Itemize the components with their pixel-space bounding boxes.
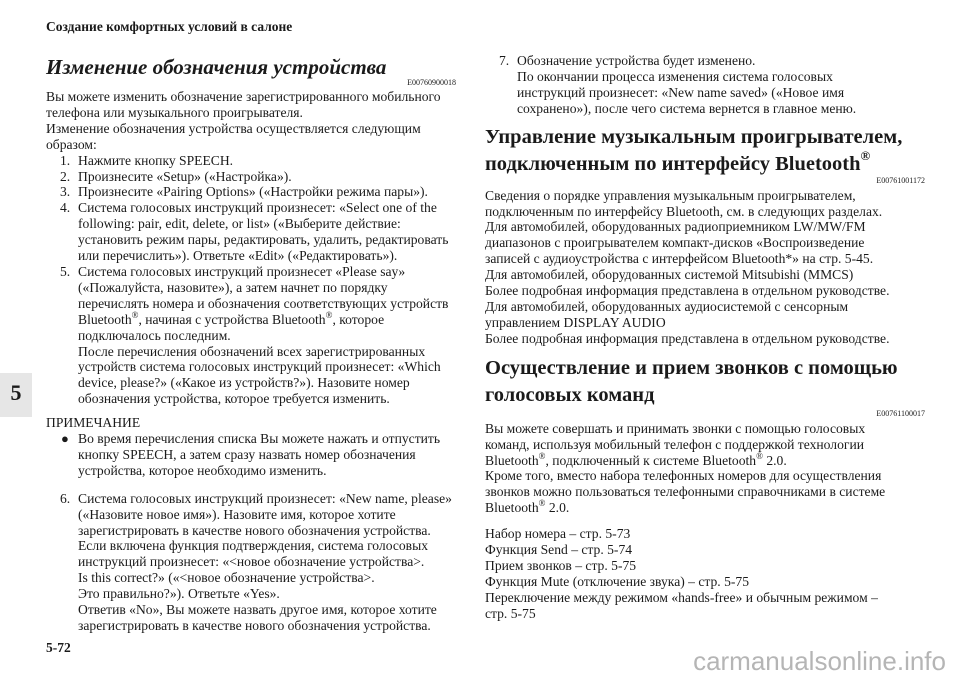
- text-line: записей с аудиоустройства с интерфейсом Bluetooth*» на стр. 5-45.: [485, 251, 874, 267]
- section-code: E00760900018: [407, 78, 456, 87]
- text-line: устройства, которое необходимо изменить.: [78, 462, 327, 478]
- text-line: подключенным по интерфейсу Bluetooth®: [485, 147, 871, 175]
- steps-list-continued: [46, 491, 466, 634]
- text-line: Сведения о порядке управления музыкальным проигрывателем,: [485, 187, 856, 203]
- section-code: E00761100017: [876, 408, 925, 418]
- section-title-music-player: [485, 124, 925, 178]
- text-line: телефона или музыкального проигрывателя.: [46, 104, 303, 120]
- text-line: подключенным по интерфейсу Bluetooth, см. в следующих разделах.: [485, 203, 883, 219]
- left-column: [46, 89, 466, 634]
- text-line: Функция Send – стр. 5-74: [485, 542, 633, 558]
- note-bullet: [46, 431, 466, 479]
- text-line: («Пожалуйста, назовите»), а затем начнет по порядку: [78, 279, 388, 295]
- text-line: Произнесите «Setup» («Настройка»).: [78, 168, 292, 184]
- text-line: Управление музыкальным проигрывателем,: [485, 125, 903, 148]
- registered-mark: ®: [538, 498, 546, 509]
- text-line: диапазонов с проигрывателем компакт-дисков «Воспроизведение: [485, 235, 865, 251]
- text-line: или перечислить»). Ответьте «Edit» («Редактировать»).: [78, 248, 398, 264]
- text-line: device, please?» («Какое из устройств?»). Назовите номер: [78, 375, 410, 391]
- list-item: [46, 200, 466, 264]
- text-line: Для автомобилей, оборудованных системой Mitsubishi (MMCS): [485, 267, 854, 283]
- text-line: стр. 5-75: [485, 605, 536, 621]
- text-line: перечислять номера и обозначения соответствующих устройств: [78, 295, 449, 311]
- registered-mark: ®: [325, 309, 333, 320]
- text-line: управлением DISPLAY AUDIO: [485, 314, 666, 330]
- text-line: сохранено»), после чего система вернется в главное меню.: [517, 100, 857, 116]
- music-player-paragraph: [485, 188, 925, 347]
- text-line: установить режим пары, редактировать, удалить, редактировать: [78, 232, 449, 248]
- text-line: зарегистрировать в качестве нового обозначения устройства.: [78, 618, 431, 633]
- text-line: Более подробная информация представлена в отдельном руководстве.: [485, 283, 890, 299]
- right-column: [485, 53, 925, 622]
- registered-mark: ®: [756, 450, 763, 461]
- text-line: Система голосовых инструкций произнесет: «Select one of the: [78, 200, 437, 216]
- text-line: Нажмите кнопку SPEECH.: [78, 152, 234, 168]
- text-line: инструкций произнесет: «<новое обозначение устройства>.: [78, 554, 425, 570]
- text-line: Система голосовых инструкций произнесет «Please say»: [78, 263, 406, 279]
- text-line: образом:: [46, 136, 97, 152]
- text-line: Ответив «No», Вы можете назвать другое имя, которое хотите: [78, 602, 437, 618]
- cross-reference-list: [485, 526, 925, 621]
- watermark-logo: carmanualsonline.info: [693, 646, 946, 676]
- text-line: зарегистрировать в качестве нового обозначения устройства.: [78, 522, 431, 538]
- text-line: («Назовите новое имя»). Назовите имя, которое хотите: [78, 506, 396, 522]
- text-line: инструкций произнесет: «New name saved» («Новое имя: [517, 84, 845, 100]
- text-line: Это правильно?»). Ответьте «Yes».: [78, 586, 280, 602]
- item-number: 4.: [60, 200, 71, 216]
- text-line: following: pair, edit, delete, or list» («Выберите действие:: [78, 216, 401, 232]
- text-line: Для автомобилей, оборудованных радиоприемником LW/MW/FM: [485, 219, 866, 235]
- text-line: Вы можете совершать и принимать звонки с помощью голосовых: [485, 420, 866, 436]
- note-label: ПРИМЕЧАНИЕ: [46, 415, 141, 431]
- section-title-rename-device: Изменение обозначения устройства: [46, 55, 387, 79]
- item-number: 2.: [60, 168, 71, 184]
- text-line: устройств система голосовых инструкций произнесет: «Which: [78, 359, 441, 375]
- item-number: 7.: [499, 53, 510, 68]
- text-line: Bluetooth®, начиная с устройства Bluetooth®, которое: [78, 309, 385, 327]
- text-line: Если включена функция подтверждения, система голосовых: [78, 538, 429, 554]
- section-code: E00761001172: [876, 175, 925, 185]
- text-line: Более подробная информация представлена в отдельном руководстве.: [485, 330, 890, 346]
- text-line: Произнесите «Pairing Options» («Настройки режима пары»).: [78, 184, 428, 200]
- text-line: звонков можно пользоваться телефонными справочниками в системе: [485, 484, 886, 500]
- list-item: [46, 264, 466, 407]
- registered-mark: ®: [860, 147, 871, 163]
- step-7: [485, 53, 925, 117]
- item-number: 6.: [60, 490, 71, 506]
- page-number: 5-72: [46, 640, 71, 655]
- text-line: команд, используя мобильный телефон с поддержкой технологии: [485, 436, 864, 452]
- steps-list: [46, 153, 466, 408]
- item-number: 5.: [60, 263, 71, 279]
- text-line: обозначения устройства, которое требуется изменить.: [78, 391, 390, 407]
- text-line: Прием звонков – стр. 5-75: [485, 557, 637, 573]
- bullet-icon: ●: [61, 431, 69, 447]
- text-line: Во время перечисления списка Вы можете нажать и отпустить: [78, 431, 441, 447]
- text-line: Функция Mute (отключение звука) – стр. 5-75: [485, 573, 749, 589]
- list-item: [46, 169, 466, 185]
- text-line: Bluetooth®, подключенный к системе Bluetooth® 2.0.: [485, 450, 787, 468]
- item-number: 1.: [60, 152, 71, 168]
- text-line: Осуществление и прием звонков с помощью: [485, 356, 898, 379]
- text-line: кнопку SPEECH, а затем сразу назвать номер обозначения: [78, 446, 416, 462]
- intro-paragraph: [46, 89, 466, 153]
- list-item: [485, 53, 925, 117]
- list-item: [46, 491, 466, 634]
- text-line: Набор номера – стр. 5-73: [485, 526, 631, 542]
- section-title-voice-calls: [485, 355, 925, 409]
- text-line: Переключение между режимом «hands-free» и обычным режимом –: [485, 589, 878, 605]
- text-line: Изменение обозначения устройства осуществляется следующим: [46, 120, 421, 136]
- list-item: [46, 153, 466, 169]
- text-line: После перечисления обозначений всех зарегистрированных: [78, 343, 426, 359]
- text-line: Кроме того, вместо набора телефонных номеров для осуществления: [485, 468, 882, 484]
- voice-calls-paragraph: [485, 421, 925, 516]
- text-line: Is this correct?» («<новое обозначение устройства>.: [78, 570, 375, 586]
- list-item: [46, 184, 466, 200]
- text-line: Вы можете изменить обозначение зарегистрированного мобильного: [46, 89, 441, 104]
- text-line: Обозначение устройства будет изменено.: [517, 53, 756, 68]
- text-line: подключалось последним.: [78, 327, 231, 343]
- text-line: Система голосовых инструкций произнесет: «New name, please»: [78, 490, 452, 506]
- item-number: 3.: [60, 184, 71, 200]
- text-line: голосовых команд: [485, 383, 655, 406]
- chapter-tab-number: 5: [10, 380, 22, 405]
- text-line: Bluetooth® 2.0.: [485, 498, 570, 516]
- running-header: Создание комфортных условий в салоне: [46, 19, 293, 34]
- text-line: По окончании процесса изменения система голосовых: [517, 68, 833, 84]
- text-line: Для автомобилей, оборудованных аудиосистемой с сенсорным: [485, 298, 849, 314]
- registered-mark: ®: [131, 309, 139, 320]
- registered-mark: ®: [538, 450, 546, 461]
